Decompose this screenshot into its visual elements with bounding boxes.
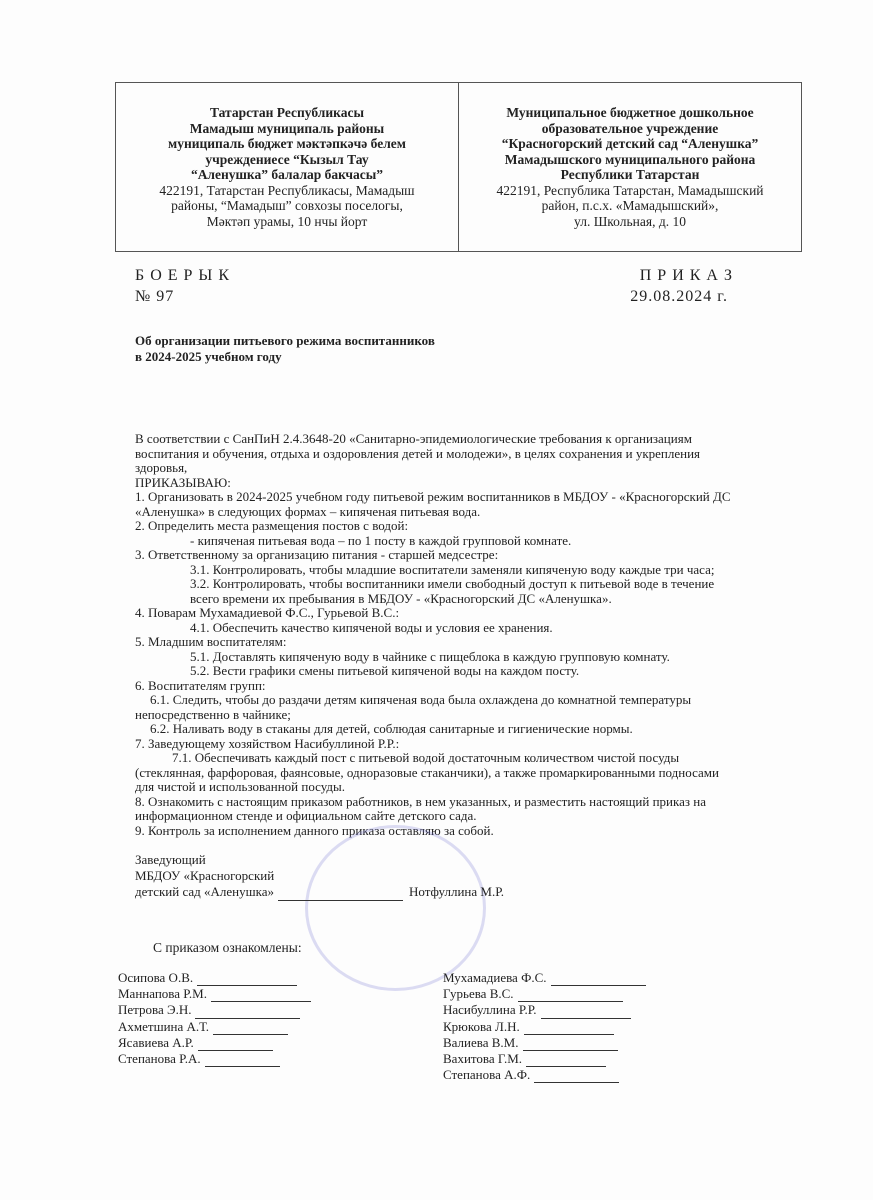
- signatory-name: Осипова О.В.: [118, 969, 194, 985]
- signatory-row: [118, 1035, 311, 1051]
- signature-line: [551, 973, 646, 986]
- order-line: 5.2. Вести графики смены питьевой кипяченой воды на каждом посту.: [190, 663, 580, 678]
- signatory-row: [443, 970, 646, 986]
- signatory-row: [118, 1019, 311, 1035]
- order-line: «Аленушка» в следующих формах – кипяченая питьевая вода.: [135, 503, 481, 519]
- head-name: Нотфуллина М.Р.: [409, 884, 505, 900]
- signature-line: [205, 1054, 280, 1067]
- order-line: всего времени их пребывания в МБДОУ - «Красногорский ДС «Аленушка».: [190, 590, 612, 606]
- order-line: 4. Поварам Мухамадиевой Ф.С., Гурьевой В.С.:: [135, 605, 400, 620]
- stamp: [305, 825, 486, 991]
- order-line: 7. Заведующему хозяйством Насибуллиной Р.Р.:: [135, 735, 400, 751]
- order-line: 6.1. Следить, чтобы до раздачи детям кипяченая вода была охлаждена до комнатной температуры: [150, 692, 692, 707]
- signatory-row: [443, 986, 646, 1002]
- signature-line: [278, 888, 403, 901]
- signature-line: [541, 1006, 631, 1019]
- order-line: - кипяченая питьевая вода – по 1 посту в каждой групповой комнате.: [190, 532, 572, 548]
- letterhead-address: 422191, Татарстан Республикасы, Мамадыш: [159, 182, 415, 198]
- letterhead-tatar: [116, 83, 458, 251]
- order-line: 3.1. Контролировать, чтобы младшие воспитатели заменяли кипяченую воду каждые три часа;: [190, 561, 715, 577]
- order-line: 6. Воспитателям групп:: [135, 677, 266, 693]
- signatory-row: [443, 1051, 646, 1067]
- order-line: В соответствии с СанПиН 2.4.3648-20 «Санитарно-эпидемиологические требования к организациям: [135, 431, 692, 446]
- signatory-name: Насибуллина Р.Р.: [443, 1002, 537, 1018]
- signatory-name: Маннапова Р.М.: [118, 986, 207, 1002]
- order-line: 9. Контроль за исполнением данного приказа оставляю за собой.: [135, 822, 494, 838]
- signature-line: [534, 1070, 619, 1083]
- title-line: Об организации питьевого режима воспитанников: [135, 333, 435, 348]
- head-position: Заведующий: [135, 852, 206, 867]
- signatory-row: [443, 1019, 646, 1035]
- acknowledged-heading: С приказом ознакомлены:: [153, 940, 302, 955]
- order-line: 8. Ознакомить с настоящим приказом работников, в нем указанных, и разместить настоящий приказ на: [135, 793, 706, 809]
- prikaz-label: П Р И К А З: [639, 267, 733, 284]
- signatory-row: [118, 1051, 311, 1067]
- order-body: [135, 432, 795, 838]
- signatory-name: Гурьева В.С.: [443, 986, 514, 1002]
- head-org: МБДОУ «Красногорский: [135, 868, 275, 884]
- letterhead-address: район, п.с.х. «Мамадышский»,: [541, 198, 719, 213]
- order-line: ПРИКАЗЫВАЮ:: [135, 474, 231, 490]
- letterhead-line: муниципаль бюджет мәктәпкәчә белем: [168, 136, 406, 151]
- signature-line: [195, 1006, 300, 1019]
- head-org: детский сад «Аленушка»: [135, 884, 275, 900]
- order-line: (стеклянная, фарфоровая, фаянсовые, одноразовые стаканчики), а также промаркированными подносами: [135, 764, 719, 780]
- order-line: 6.2. Наливать воду в стаканы для детей, соблюдая санитарные и гигиенические нормы.: [150, 721, 633, 736]
- signature-line: [518, 989, 623, 1002]
- letterhead-line: “Аленушка” балалар бакчасы”: [190, 167, 384, 182]
- order-line: 4.1. Обеспечить качество кипяченой воды и условия ее хранения.: [190, 619, 553, 635]
- order-line: 7.1. Обеспечивать каждый пост с питьевой водой достаточным количеством чистой посуды: [172, 750, 680, 765]
- letterhead-address: Мәктәп урамы, 10 нчы йорт: [206, 213, 368, 229]
- signatory-row: [118, 1002, 311, 1018]
- letterhead-line: Республики Татарстан: [560, 167, 700, 182]
- signature-line: [524, 1022, 614, 1035]
- order-line: здоровья,: [135, 460, 188, 475]
- signatory-name: Валиева В.М.: [443, 1034, 519, 1050]
- letterhead-line: образовательное учреждение: [541, 120, 719, 136]
- signature-line: [197, 973, 297, 986]
- order-line: 5. Младшим воспитателям:: [135, 634, 287, 649]
- order-line: для чистой и использованной посуды.: [135, 779, 346, 794]
- signatory-row: [118, 986, 311, 1002]
- signatory-name: Степанова Р.А.: [118, 1050, 201, 1066]
- letterhead-line: Мамадышского муниципального района: [504, 151, 756, 167]
- signatory-name: Мухамадиева Ф.С.: [443, 969, 547, 985]
- letterhead: [115, 82, 802, 252]
- signatory-name: Ясавиева А.Р.: [118, 1034, 194, 1050]
- signature-line: [198, 1038, 273, 1051]
- signatory-name: Вахитова Г.М.: [443, 1050, 523, 1066]
- signatory-row: [443, 1067, 646, 1083]
- order-line: непосредственно в чайнике;: [135, 706, 291, 722]
- signature-line: [526, 1054, 606, 1067]
- signatory-row: [443, 1035, 646, 1051]
- signature-line: [213, 1022, 288, 1035]
- letterhead-address: ул. Школьная, д. 10: [574, 213, 686, 229]
- signatory-row: [118, 970, 311, 986]
- order-line: 2. Определить места размещения постов с водой:: [135, 518, 409, 533]
- order-line: 5.1. Доставлять кипяченую воду в чайнике с пищеблока в каждую групповую комнату.: [190, 648, 670, 664]
- letterhead-line: Татарстан Республикасы: [209, 105, 364, 120]
- letterhead-address: 422191, Республика Татарстан, Мамадышский: [496, 182, 764, 198]
- order-line: 3.2. Контролировать, чтобы воспитанники имели свободный доступ к питьевой воде в течение: [190, 576, 715, 591]
- signatory-name: Степанова А.Ф.: [443, 1067, 531, 1083]
- letterhead-russian: [458, 83, 801, 251]
- signatory-row: [443, 1002, 646, 1018]
- signatory-name: Ахметшина А.Т.: [118, 1018, 210, 1034]
- letterhead-line: Муниципальное бюджетное дошкольное: [506, 105, 754, 120]
- order-line: информационном стенде и официальном сайте детского сада.: [135, 808, 477, 823]
- signature-line: [211, 989, 311, 1002]
- head-signature-block: [135, 852, 504, 901]
- order-line: воспитания и обучения, отдыха и оздоровления детей и молодежи», в целях сохранения и укрепления: [135, 445, 701, 461]
- order-date: 29.08.2024 г.: [630, 288, 728, 305]
- boeryk-label: Б О Е Р Ы К: [135, 267, 231, 284]
- order-line: 1. Организовать в 2024-2025 учебном году питьевой режим воспитанников в МБДОУ - «Красногорский ДС: [135, 489, 731, 504]
- signatory-name: Петрова Э.Н.: [118, 1002, 192, 1018]
- order-number: № 97: [135, 288, 175, 305]
- order-title: [135, 333, 435, 365]
- letterhead-line: Мамадыш муниципаль районы: [189, 120, 385, 136]
- order-line: 3. Ответственному за организацию питания - старшей медсестре:: [135, 547, 499, 562]
- letterhead-line: “Красногорский детский сад “Аленушка”: [501, 136, 759, 151]
- letterhead-address: районы, “Мамадыш” совхозы поселогы,: [171, 198, 403, 213]
- title-line: в 2024-2025 учебном году: [135, 349, 282, 364]
- letterhead-line: учреждениесе “Кызыл Тау: [205, 151, 369, 167]
- signatory-name: Крюкова Л.Н.: [443, 1018, 520, 1034]
- signature-line: [523, 1038, 618, 1051]
